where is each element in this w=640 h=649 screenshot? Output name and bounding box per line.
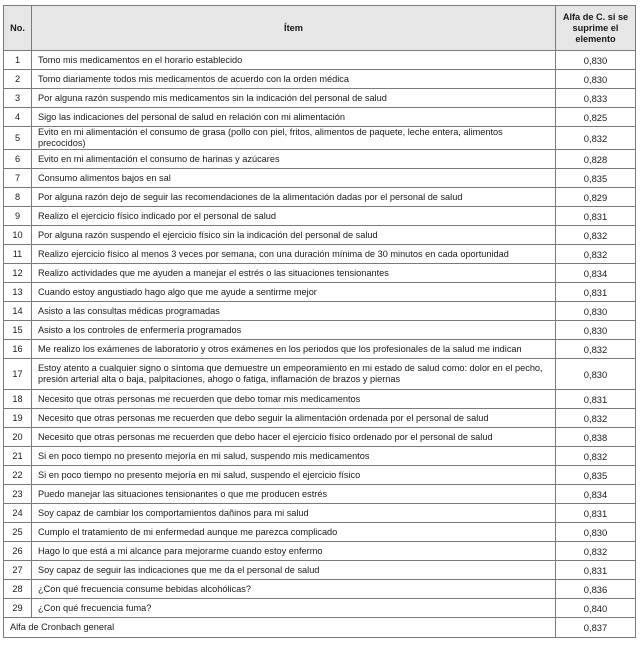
table-row (4, 321, 636, 340)
table-row (4, 390, 636, 409)
row-alfa: 0,830 (556, 321, 636, 340)
row-number: 17 (4, 359, 32, 390)
row-number: 9 (4, 207, 32, 226)
row-alfa: 0,834 (556, 485, 636, 504)
table-row (4, 226, 636, 245)
row-number: 22 (4, 466, 32, 485)
table-row (4, 108, 636, 127)
table-row (4, 302, 636, 321)
row-item: Soy capaz de seguir las indicaciones que me da el personal de salud (32, 561, 556, 580)
row-alfa: 0,832 (556, 226, 636, 245)
row-number: 20 (4, 428, 32, 447)
header-no: No. (4, 6, 32, 51)
row-item: Me realizo los exámenes de laboratorio y otros exámenes en los periodos que los profesionales de la salud me indican (32, 340, 556, 359)
row-number: 29 (4, 599, 32, 618)
table-row (4, 150, 636, 169)
row-alfa: 0,832 (556, 340, 636, 359)
row-alfa: 0,829 (556, 188, 636, 207)
row-alfa: 0,831 (556, 207, 636, 226)
row-number: 6 (4, 150, 32, 169)
table-row (4, 359, 636, 390)
row-alfa: 0,831 (556, 504, 636, 523)
row-item: Consumo alimentos bajos en sal (32, 169, 556, 188)
row-alfa: 0,834 (556, 264, 636, 283)
row-item: Sigo las indicaciones del personal de salud en relación con mi alimentación (32, 108, 556, 127)
row-number: 23 (4, 485, 32, 504)
row-number: 24 (4, 504, 32, 523)
row-item: Cuando estoy angustiado hago algo que me ayude a sentirme mejor (32, 283, 556, 302)
table-row (4, 580, 636, 599)
table-row (4, 428, 636, 447)
row-alfa: 0,835 (556, 466, 636, 485)
row-item: Puedo manejar las situaciones tensionantes o que me producen estrés (32, 485, 556, 504)
row-alfa: 0,830 (556, 51, 636, 70)
row-alfa: 0,832 (556, 127, 636, 150)
row-alfa: 0,835 (556, 169, 636, 188)
table-row (4, 409, 636, 428)
row-alfa: 0,830 (556, 302, 636, 321)
footer-label: Alfa de Cronbach general (4, 618, 556, 638)
table-row (4, 51, 636, 70)
row-alfa: 0,833 (556, 89, 636, 108)
row-item: Necesito que otras personas me recuerden que debo hacer el ejercicio físico ordenado por el personal de salud (32, 428, 556, 447)
row-number: 18 (4, 390, 32, 409)
row-number: 21 (4, 447, 32, 466)
table-row (4, 561, 636, 580)
table-header (4, 6, 636, 51)
row-number: 14 (4, 302, 32, 321)
table-row (4, 127, 636, 150)
row-item: Estoy atento a cualquier signo o síntoma que demuestre un empeoramiento en mi estado de salud como: dolor en el pecho, presión arterial alta o baja, palpitaciones, ahogo o fatiga, inflamación de brazos y piernas (32, 359, 556, 390)
row-number: 13 (4, 283, 32, 302)
row-alfa: 0,830 (556, 70, 636, 89)
table-row (4, 245, 636, 264)
row-number: 16 (4, 340, 32, 359)
row-item: Si en poco tiempo no presento mejoría en mi salud, suspendo el ejercicio físico (32, 466, 556, 485)
row-number: 15 (4, 321, 32, 340)
table-row (4, 485, 636, 504)
header-item: Ítem (32, 6, 556, 51)
footer-alfa: 0,837 (556, 618, 636, 638)
row-number: 10 (4, 226, 32, 245)
row-item: Evito en mi alimentación el consumo de harinas y azúcares (32, 150, 556, 169)
row-item: Por alguna razón suspendo el ejercicio físico sin la indicación del personal de salud (32, 226, 556, 245)
row-item: Evito en mi alimentación el consumo de grasa (pollo con piel, fritos, alimentos de paquete, leche entera, alimentos precocidos) (32, 127, 556, 150)
row-number: 2 (4, 70, 32, 89)
row-alfa: 0,831 (556, 561, 636, 580)
table-row (4, 188, 636, 207)
row-number: 7 (4, 169, 32, 188)
table-row (4, 447, 636, 466)
row-number: 27 (4, 561, 32, 580)
row-alfa: 0,836 (556, 580, 636, 599)
row-item: Necesito que otras personas me recuerden que debo tomar mis medicamentos (32, 390, 556, 409)
table-row (4, 340, 636, 359)
row-number: 4 (4, 108, 32, 127)
row-alfa: 0,831 (556, 390, 636, 409)
row-alfa: 0,831 (556, 283, 636, 302)
row-number: 19 (4, 409, 32, 428)
row-item: Por alguna razón suspendo mis medicamentos sin la indicación del personal de salud (32, 89, 556, 108)
table-body (4, 51, 636, 618)
row-item: Por alguna razón dejo de seguir las recomendaciones de la alimentación dadas por el personal de salud (32, 188, 556, 207)
row-item: Soy capaz de cambiar los comportamientos dañinos para mi salud (32, 504, 556, 523)
row-item: Asisto a las consultas médicas programadas (32, 302, 556, 321)
row-number: 8 (4, 188, 32, 207)
row-number: 11 (4, 245, 32, 264)
table-row (4, 283, 636, 302)
table-row (4, 207, 636, 226)
row-item: Realizo ejercicio físico al menos 3 veces por semana, con una duración mínima de 30 minutos en cada oportunidad (32, 245, 556, 264)
row-number: 3 (4, 89, 32, 108)
table-row (4, 542, 636, 561)
cronbach-alpha-table (3, 5, 636, 638)
row-item: Si en poco tiempo no presento mejoría en mi salud, suspendo mis medicamentos (32, 447, 556, 466)
row-item: Hago lo que está a mi alcance para mejorarme cuando estoy enfermo (32, 542, 556, 561)
row-item: Necesito que otras personas me recuerden que debo seguir la alimentación ordenada por el personal de salud (32, 409, 556, 428)
row-number: 26 (4, 542, 32, 561)
row-item: Tomo mis medicamentos en el horario establecido (32, 51, 556, 70)
row-item: Tomo diariamente todos mis medicamentos de acuerdo con la orden médica (32, 70, 556, 89)
table-row (4, 264, 636, 283)
row-alfa: 0,832 (556, 447, 636, 466)
table-row (4, 523, 636, 542)
row-number: 25 (4, 523, 32, 542)
table-row (4, 504, 636, 523)
row-number: 1 (4, 51, 32, 70)
header-row (4, 6, 636, 51)
row-item: ¿Con qué frecuencia fuma? (32, 599, 556, 618)
header-alfa: Alfa de C. si se suprime el elemento (556, 6, 636, 51)
row-item: Realizo el ejercicio físico indicado por el personal de salud (32, 207, 556, 226)
row-alfa: 0,830 (556, 523, 636, 542)
row-item: Asisto a los controles de enfermería programados (32, 321, 556, 340)
table-row (4, 599, 636, 618)
row-item: Realizo actividades que me ayuden a manejar el estrés o las situaciones tensionantes (32, 264, 556, 283)
row-number: 28 (4, 580, 32, 599)
row-alfa: 0,832 (556, 542, 636, 561)
table-row (4, 89, 636, 108)
table-row (4, 169, 636, 188)
row-item: ¿Con qué frecuencia consume bebidas alcohólicas? (32, 580, 556, 599)
row-alfa: 0,828 (556, 150, 636, 169)
table-row (4, 70, 636, 89)
row-alfa: 0,825 (556, 108, 636, 127)
row-item: Cumplo el tratamiento de mi enfermedad aunque me parezca complicado (32, 523, 556, 542)
table-row (4, 466, 636, 485)
row-alfa: 0,832 (556, 245, 636, 264)
row-alfa: 0,840 (556, 599, 636, 618)
row-alfa: 0,830 (556, 359, 636, 390)
table-footer (4, 618, 636, 638)
row-alfa: 0,838 (556, 428, 636, 447)
row-number: 5 (4, 127, 32, 150)
row-number: 12 (4, 264, 32, 283)
footer-row (4, 618, 636, 638)
row-alfa: 0,832 (556, 409, 636, 428)
